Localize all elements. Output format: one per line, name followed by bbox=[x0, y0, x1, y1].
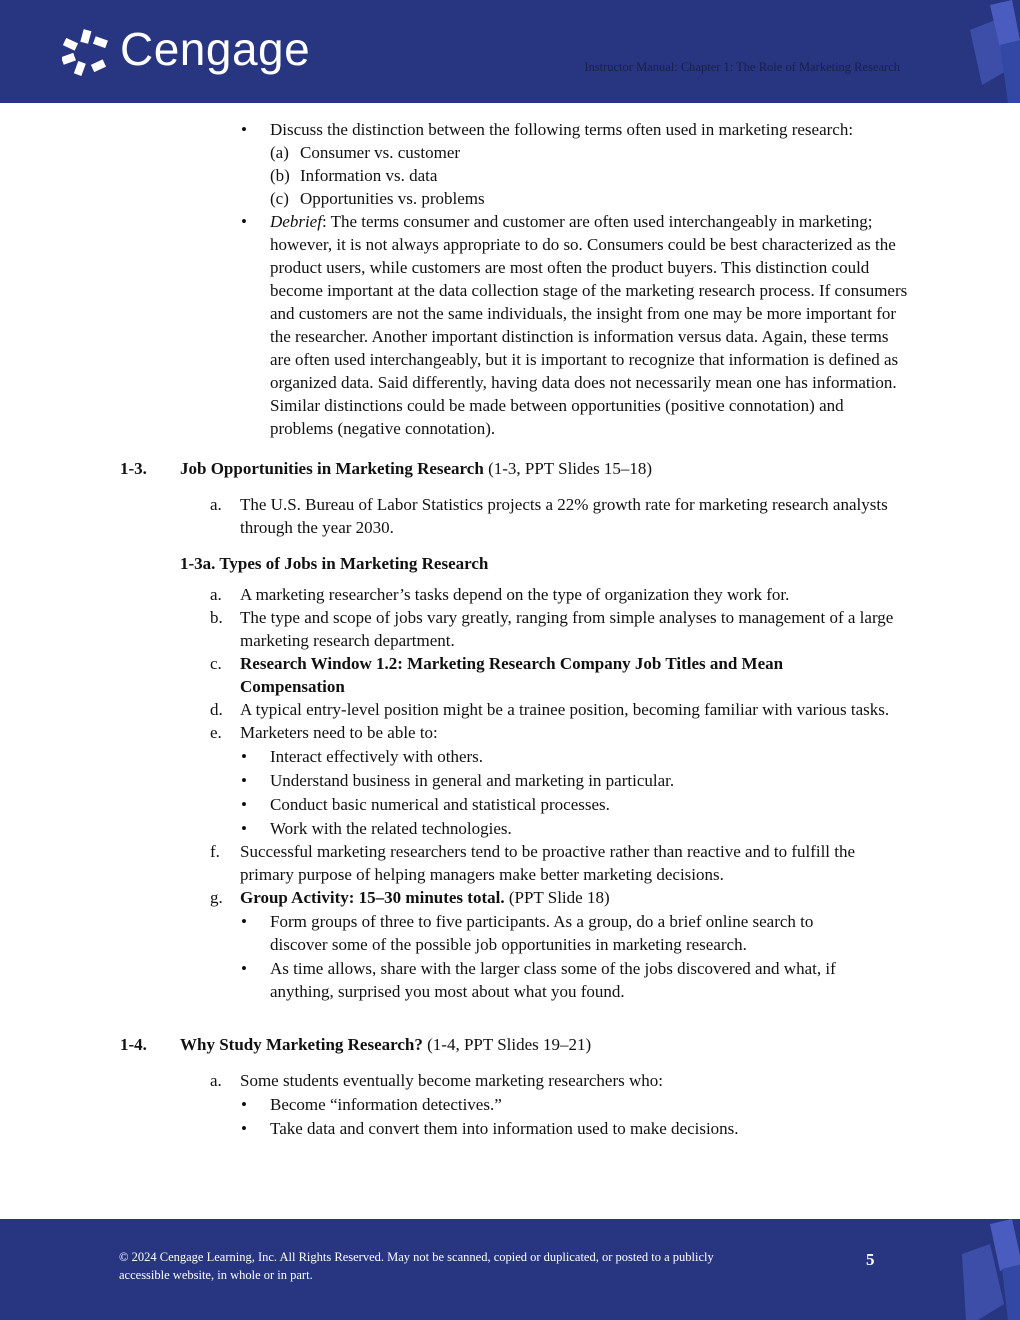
bullet-icon: • bbox=[241, 747, 247, 766]
item-text: Consumer vs. customer bbox=[300, 143, 461, 162]
list-item bbox=[241, 910, 870, 956]
subsection-title: 1-3a. Types of Jobs in Marketing Research bbox=[180, 554, 489, 573]
item-text: Become “information detectives.” bbox=[270, 1095, 502, 1114]
item-text: The type and scope of jobs vary greatly, ranging from simple analyses to management of a large marketing research department. bbox=[240, 608, 894, 650]
item-text: Work with the related technologies. bbox=[270, 819, 512, 838]
section-ref: (1-3, PPT Slides 15–18) bbox=[483, 459, 653, 478]
item-label: (b) bbox=[270, 166, 290, 185]
list-item bbox=[210, 698, 900, 721]
item-label: d. bbox=[210, 700, 223, 719]
cengage-logo-icon bbox=[62, 28, 112, 78]
item-text: Take data and convert them into information used to make decisions. bbox=[270, 1119, 739, 1138]
list-item bbox=[241, 1117, 900, 1140]
item-label: g. bbox=[210, 888, 223, 907]
item-label: a. bbox=[210, 495, 222, 514]
bullet-icon: • bbox=[241, 819, 247, 838]
item-label: a. bbox=[210, 1071, 222, 1090]
list-item bbox=[241, 957, 890, 1003]
list-item bbox=[270, 141, 1020, 164]
list-item bbox=[241, 769, 900, 792]
section-heading bbox=[0, 1033, 1020, 1056]
bullet-icon: • bbox=[241, 959, 247, 978]
section-heading bbox=[0, 457, 1020, 480]
item-label: (c) bbox=[270, 189, 289, 208]
section-title: Job Opportunities in Marketing Research bbox=[180, 459, 484, 478]
item-label: b. bbox=[210, 608, 223, 627]
bullet-icon: • bbox=[241, 795, 247, 814]
list-item bbox=[210, 721, 900, 744]
debrief-text: : The terms consumer and customer are often used interchangeably in marketing; however, it is not always appropriate to do so. Consumers could be best characterized as the product users, while customers are most often the product buyers. This distinction could become important at the data collection stage of the marketing research process. If consumers and customers are not the same individuals, the insight from one may be more important for the researcher. Another important distinction is information versus data. Again, these terms are often used interchangeably, but it is important to recognize that information is defined as organized data. Said differently, having data does not necessarily mean one has information. Similar distinctions could be made between opportunities (positive connotation) and problems (negative connotation). bbox=[270, 212, 908, 438]
list-item bbox=[210, 606, 900, 652]
list-item bbox=[241, 817, 900, 840]
item-text: Research Window 1.2: Marketing Research Company Job Titles and Mean Compensation bbox=[240, 654, 784, 696]
list-item bbox=[210, 493, 900, 539]
decorative-shapes-icon bbox=[952, 1219, 1020, 1320]
copyright-notice: © 2024 Cengage Learning, Inc. All Rights Reserved. May not be scanned, copied or duplicated, or posted to a publicly accessible website, in whole or in part. bbox=[119, 1250, 714, 1282]
item-text: Successful marketing researchers tend to be proactive rather than reactive and to fulfill the primary purpose of helping managers make better marketing decisions. bbox=[240, 842, 856, 884]
list-item bbox=[210, 583, 900, 606]
section-number: 1-4. bbox=[120, 1035, 147, 1054]
group-activity-title: Group Activity: 15–30 minutes total. bbox=[240, 888, 505, 907]
list-item bbox=[241, 1093, 900, 1116]
item-label: a. bbox=[210, 585, 222, 604]
list-item bbox=[210, 652, 840, 698]
item-text: Conduct basic numerical and statistical processes. bbox=[270, 795, 610, 814]
bullet-icon: • bbox=[241, 212, 247, 231]
bullet-icon: • bbox=[241, 120, 247, 139]
list-item bbox=[210, 1069, 900, 1092]
list-item bbox=[210, 840, 890, 886]
item-text: Understand business in general and marketing in particular. bbox=[270, 771, 675, 790]
list-item bbox=[241, 745, 900, 768]
page-number: 5 bbox=[866, 1250, 875, 1269]
item-text: A marketing researcher’s tasks depend on the type of organization they work for. bbox=[240, 585, 790, 604]
item-text: Opportunities vs. problems bbox=[300, 189, 485, 208]
item-label: c. bbox=[210, 654, 222, 673]
item-label: (a) bbox=[270, 143, 289, 162]
item-text: A typical entry-level position might be a trainee position, becoming familiar with various tasks. bbox=[240, 700, 890, 719]
list-item bbox=[241, 793, 900, 816]
bullet-icon: • bbox=[241, 771, 247, 790]
bullet-icon: • bbox=[241, 912, 247, 931]
item-text: The U.S. Bureau of Labor Statistics projects a 22% growth rate for marketing research analysts through the year 2030. bbox=[240, 495, 888, 537]
list-item bbox=[270, 187, 1020, 210]
logo-wordmark: Cengage bbox=[120, 23, 311, 75]
item-text: Some students eventually become marketing researchers who: bbox=[240, 1071, 663, 1090]
item-text: As time allows, share with the larger class some of the jobs discovered and what, if anything, surprised you most about what you found. bbox=[270, 959, 836, 1001]
document-title: Instructor Manual: Chapter 1: The Role of Marketing Research bbox=[584, 60, 900, 74]
debrief-label: Debrief bbox=[270, 212, 322, 231]
page-header bbox=[0, 0, 1020, 103]
list-item bbox=[270, 164, 1020, 187]
list-item bbox=[241, 118, 910, 141]
decorative-shapes-icon bbox=[950, 0, 1020, 103]
item-label: e. bbox=[210, 723, 222, 742]
item-text: Form groups of three to five participants. As a group, do a brief online search to discover some of the possible job opportunities in marketing research. bbox=[270, 912, 814, 954]
section-title: Why Study Marketing Research? bbox=[180, 1035, 423, 1054]
item-text: Discuss the distinction between the following terms often used in marketing research: bbox=[270, 120, 854, 139]
section-ref: (1-4, PPT Slides 19–21) bbox=[422, 1035, 592, 1054]
section-number: 1-3. bbox=[120, 459, 147, 478]
item-label: f. bbox=[210, 842, 220, 861]
debrief-paragraph bbox=[241, 210, 910, 440]
bullet-icon: • bbox=[241, 1119, 247, 1138]
page-content bbox=[0, 118, 1020, 1140]
item-text: Marketers need to be able to: bbox=[240, 723, 438, 742]
item-text: Interact effectively with others. bbox=[270, 747, 484, 766]
item-text: Information vs. data bbox=[300, 166, 438, 185]
group-activity-ref: (PPT Slide 18) bbox=[504, 888, 610, 907]
bullet-icon: • bbox=[241, 1095, 247, 1114]
list-item bbox=[210, 886, 900, 909]
